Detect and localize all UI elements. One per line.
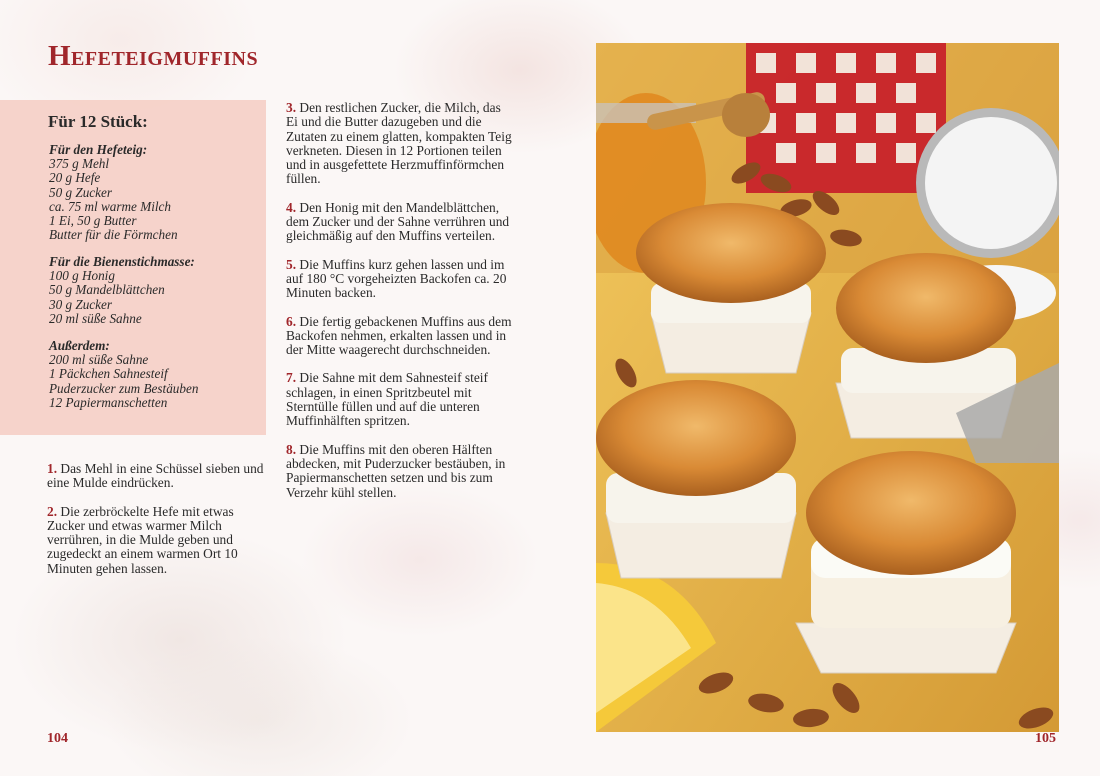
page-number-right: 105 (1035, 731, 1056, 746)
steps-column-left (47, 462, 269, 590)
ingredient-item: 50 g Zucker (49, 184, 112, 200)
step-7 (286, 371, 516, 428)
step-5 (286, 258, 516, 301)
recipe-title: Hefeteigmuffins (48, 40, 259, 72)
step-number: 1. (47, 461, 58, 476)
ingredient-item: Puderzucker zum Bestäuben (49, 380, 199, 396)
ingredient-group-extra (49, 339, 259, 410)
step-number: 2. (47, 503, 58, 519)
muffin-photo (596, 43, 1059, 732)
ingredient-item: 1 Ei, 50 g Butter (49, 213, 137, 229)
ingredient-group-title: Für den Hefeteig: (49, 142, 148, 157)
step-number: 8. (286, 441, 297, 457)
step-number: 6. (286, 313, 297, 329)
step-3 (286, 101, 516, 187)
step-text: Den restlichen Zucker, die Milch, das Ei und die Butter dazugeben und die Zutaten zu einem glatten, kompakten Teig verkneten. Diesen in 12 Portionen teilen und in ausgefettete Herzmuffinförmchen füllen. (286, 100, 512, 187)
step-8 (286, 443, 516, 500)
ingredient-item: Butter für die Förmchen (49, 227, 178, 243)
ingredients-heading: Für 12 Stück: (48, 112, 148, 131)
step-1 (47, 462, 269, 491)
step-number: 4. (286, 199, 297, 215)
step-text: Die zerbröckelte Hefe mit etwas Zucker und etwas warmer Milch verrühren, in die Mulde geben und zugedeckt an einem warmen Ort 10 Minuten gehen lassen. (47, 503, 238, 576)
steps-column-right (286, 101, 516, 514)
step-text: Die Sahne mit dem Sahnesteif steif schlagen, in einen Spritzbeutel mit Sterntülle füllen und auf die unteren Muffinhälften spritzen. (286, 370, 488, 429)
step-text: Die fertig gebackenen Muffins aus dem Backofen nehmen, erkalten lassen und in der Mitte waagerecht durchschneiden. (286, 313, 512, 358)
ingredient-item: 12 Papiermanschetten (49, 394, 168, 410)
ingredient-item: 1 Päckchen Sahnesteif (49, 366, 168, 382)
step-text: Die Muffins kurz gehen lassen und im auf 180 °C vorgeheizten Backofen ca. 20 Minuten backen. (286, 256, 507, 301)
ingredient-item: 200 ml süße Sahne (49, 352, 149, 368)
ingredient-item: 50 g Mandelblättchen (49, 282, 165, 298)
step-text: Die Muffins mit den oberen Hälften abdecken, mit Puderzucker bestäuben, in Papiermanschetten setzen und bis zum Verzehr kühl stellen. (286, 441, 506, 500)
step-number: 5. (286, 256, 297, 272)
ingredient-item: 30 g Zucker (49, 296, 112, 312)
step-number: 7. (286, 370, 297, 386)
ingredient-item: 20 ml süße Sahne (49, 310, 142, 326)
step-2 (47, 505, 269, 576)
step-number: 3. (286, 100, 297, 115)
step-4 (286, 201, 516, 244)
step-text: Den Honig mit den Mandelblättchen, dem Zucker und der Sahne verrühren und gleichmäßig auf den Muffins verteilen. (286, 199, 510, 244)
ingredient-item: 100 g Honig (49, 268, 115, 284)
step-text: Das Mehl in eine Schüssel sieben und eine Mulde eindrücken. (47, 461, 264, 491)
ingredient-item: 20 g Hefe (49, 170, 101, 186)
ingredient-group-title: Außerdem: (49, 338, 110, 353)
page-number-left: 104 (47, 731, 68, 746)
ingredient-group-topping (49, 255, 259, 326)
ingredient-item: ca. 75 ml warme Milch (49, 198, 171, 214)
ingredient-group-title: Für die Bienenstichmasse: (49, 254, 195, 269)
step-6 (286, 315, 516, 358)
ingredient-group-dough (49, 143, 259, 242)
ingredient-item: 375 g Mehl (49, 156, 110, 172)
